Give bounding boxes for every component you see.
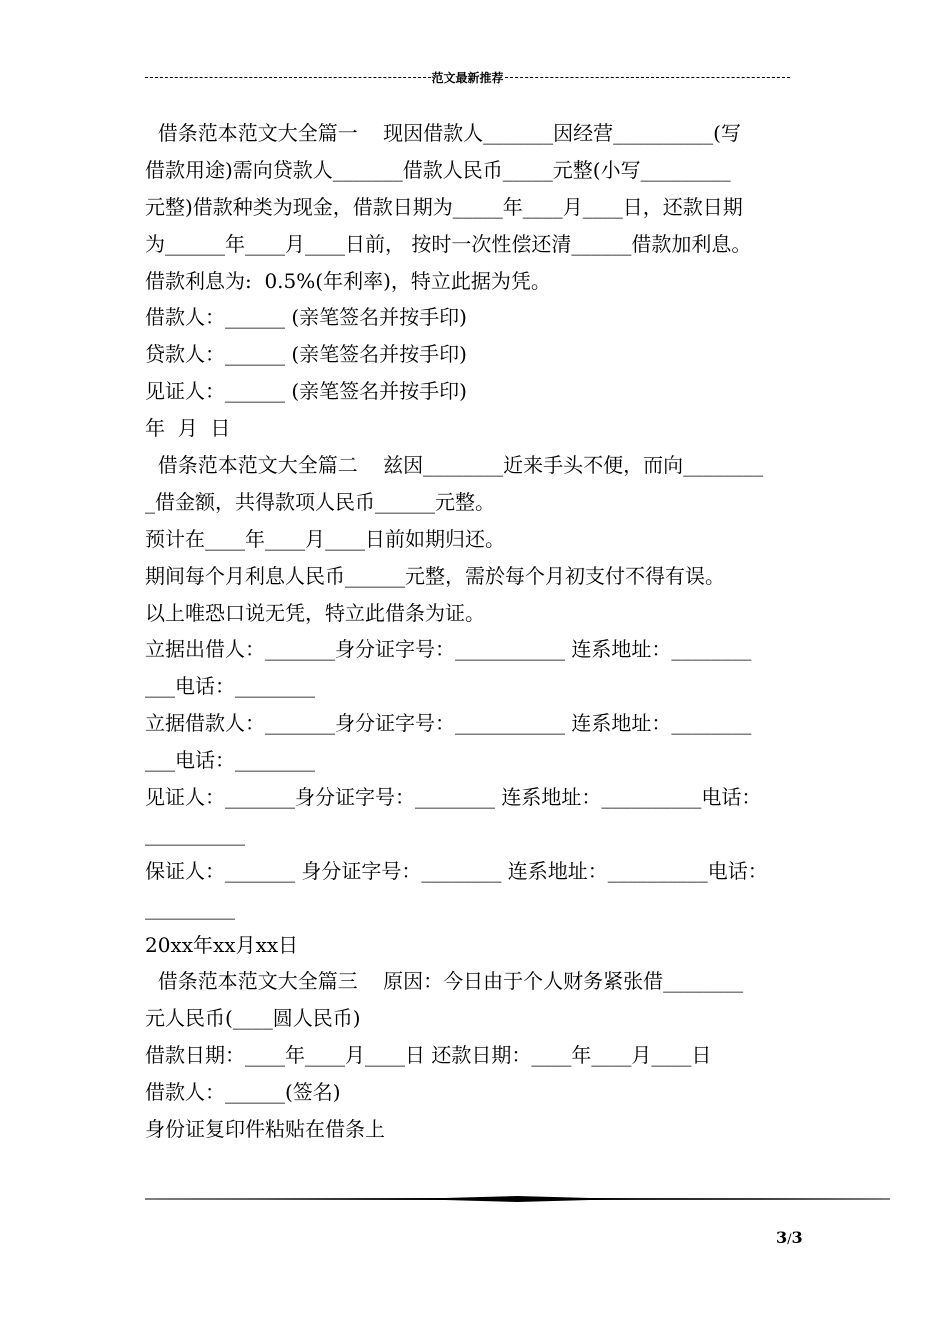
text-line: 见证人：______ (亲笔签名并按手印) [145,379,467,404]
text-line: 元人民币(____圆人民币) [145,1006,361,1031]
text-line: _借金额，共得款项人民币______元整。 [145,489,495,514]
text-line: 年 月 日 [145,416,231,441]
page-total: 3 [791,1228,803,1247]
text-line: 立据出借人：_______身分证字号：___________ 连系地址：________ [145,637,752,662]
header-title: 范文最新推荐 [431,70,504,85]
text-line: 见证人：_______身分证字号：________ 连系地址：__________电话： [145,785,762,810]
page-current: 3 [776,1228,788,1247]
page-separator: / [787,1232,792,1247]
text-line: 借条范本范文大全篇三 原因：今日由于个人财务紧张借________ [145,969,744,994]
text-line: 借条范本范文大全篇一 现因借款人_______因经营__________(写 [145,121,741,145]
text-line: 借款日期：____年____月____日 还款日期：____年____月____日 [145,1043,712,1068]
text-line: 身份证复印件粘贴在借条上 [145,1117,385,1142]
text-line: 为______年____月____日前， 按时一次性偿还清______借款加利息。 [145,231,752,256]
text-line: 借款用途)需向贷款人_______借款人民币_____元整(小写_________ [145,157,731,182]
text-line: 元整)借款种类为现金，借款日期为_____年____月____日，还款日期 [145,194,743,219]
text-line: ___电话：________ [145,748,315,773]
document-body [145,115,825,1148]
text-line: 借款利息为: 0.5%(年利率)，特立此据为凭。 [145,268,551,293]
text-line: 保证人：_______ 身分证字号：________ 连系地址：__________电话： [145,858,768,883]
text-line: ___电话：________ [145,674,315,699]
header-dashed-rule-right [505,77,791,78]
text-line: 预计在____年____月____日前如期归还。 [145,526,505,551]
text-line: __________ [145,821,245,846]
text-line: 以上唯恐口说无凭，特立此借条为证。 [145,600,485,625]
text-line: 贷款人：______ (亲笔签名并按手印) [145,342,467,367]
text-line: _________ [145,895,235,920]
header-dashed-rule-left [145,77,431,78]
text-line: 立据借款人：_______身分证字号：___________ 连系地址：________ [145,711,752,736]
text-line: 20xx年xx月xx日 [145,932,299,957]
text-line: 期间每个月利息人民币______元整，需於每个月初支付不得有误。 [145,563,725,588]
page-header [145,68,790,86]
text-line: 借款人：______(签名) [145,1080,341,1105]
page-number [776,1228,803,1247]
footer-rule [145,1196,890,1202]
text-line: 借款人：______ (亲笔签名并按手印) [145,305,467,330]
text-line: 借条范本范文大全篇二 兹因________近来手头不便，而向________ [145,453,764,478]
